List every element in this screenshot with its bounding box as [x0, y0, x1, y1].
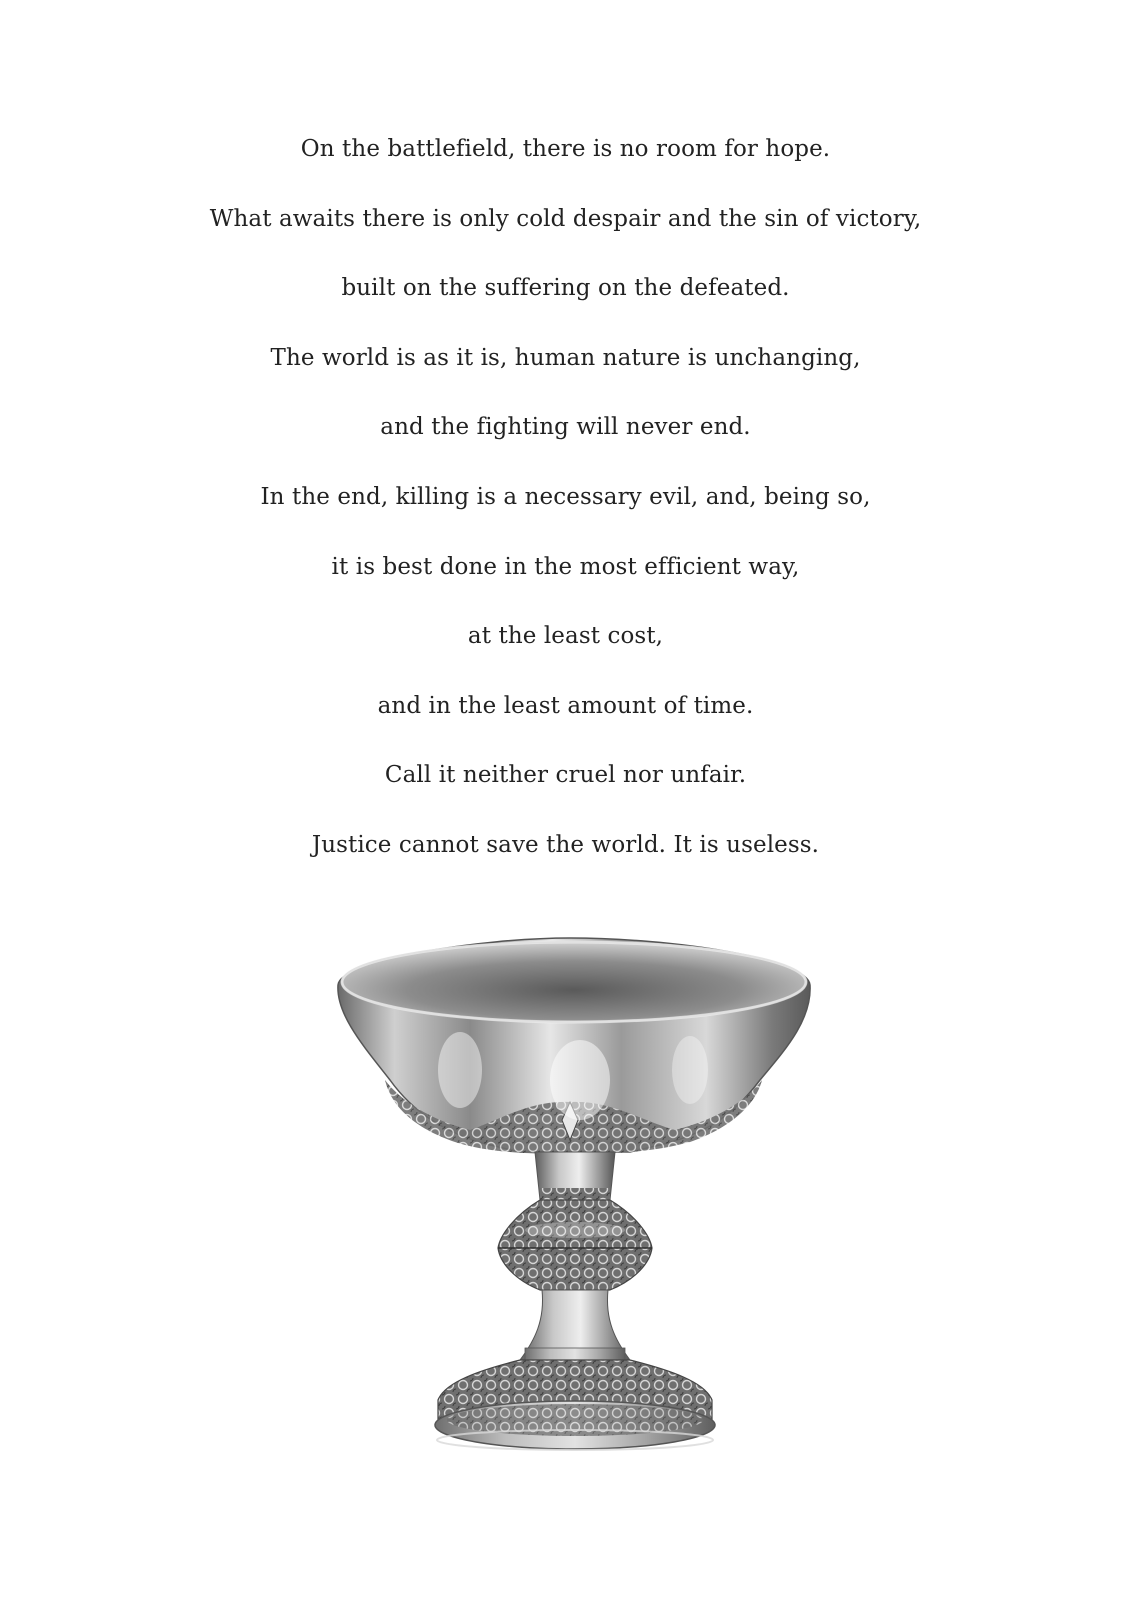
poem-line: built on the suffering on the defeated.	[341, 275, 790, 302]
poem-line: The world is as it is, human nature is unchanging,	[270, 344, 861, 371]
poem-line: Justice cannot save the world. It is useless.	[311, 831, 820, 858]
poem-line: and in the least amount of time.	[377, 692, 754, 719]
poem-line: it is best done in the most efficient way,	[331, 553, 800, 580]
chalice-icon	[330, 930, 820, 1460]
poem-line: and the fighting will never end.	[380, 414, 751, 441]
poem-line: In the end, killing is a necessary evil, and, being so,	[260, 483, 871, 510]
poem-line: Call it neither cruel nor unfair.	[384, 762, 747, 789]
poem-line: at the least cost,	[467, 623, 664, 650]
poem-line: What awaits there is only cold despair and the sin of victory,	[209, 205, 922, 232]
poem-line: On the battlefield, there is no room for hope.	[300, 136, 831, 162]
poem-text	[0, 126, 1131, 892]
